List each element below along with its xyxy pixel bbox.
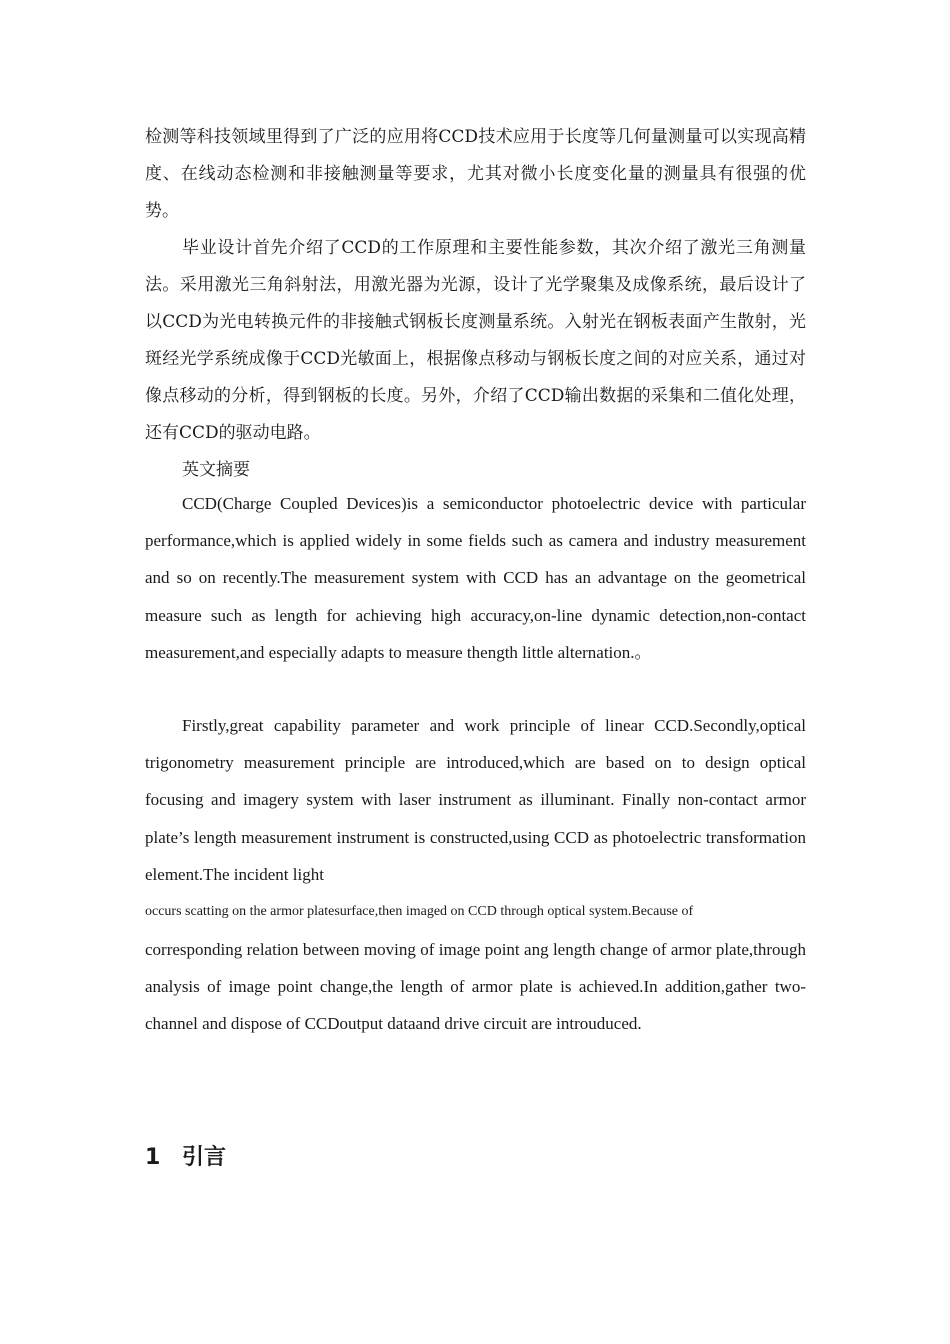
section-heading xyxy=(145,1140,226,1176)
english-abstract-label: 英文摘要 xyxy=(182,460,250,480)
paragraph-english-abstract-2: Firstly,great capability parameter and work principle of linear CCD.Secondly,optical trigonometry measurement principle are introduced,which are based on to design optical focusing and imagery system with laser instrument as illuminant. Finally non-contact armor plate’s length measurement instrument is constructed,using CCD as photoelectric transformation element.The incident light xyxy=(145,716,806,884)
paragraph-small-line: occurs scatting on the armor platesurface,then imaged on CCD through optical system.Because of xyxy=(145,904,694,919)
paragraph-english-abstract: CCD(Charge Coupled Devices)is a semiconductor photoelectric device with particular performance,which is applied widely in some fields such as camera and industry measurement and so on recently.The measurement system with CCD has an advantage on the geometrical measure such as length for achieving high accuracy,on-line dynamic detection,non-contact measurement,and especially adapts to measure thength little alternation.。 xyxy=(145,494,806,662)
paragraph-english-abstract-3: corresponding relation between moving of image point ang length change of armor plate,through analysis of image point change,the length of armor plate is achieved.In addition,gather two-channel and dispose of CCDoutput dataand drive circuit are introuduced. xyxy=(145,940,806,1034)
section-title: 引言 xyxy=(182,1145,227,1170)
paragraph-chinese-abstract: 毕业设计首先介绍了CCD的工作原理和主要性能参数，其次介绍了激光三角测量法。采用激光三角斜射法，用激光器为光源，设计了光学聚集及成像系统，最后设计了以CCD为光电转换元件的非接触式钢板长度测量系统。入射光在钢板表面产生散射，光斑经光学系统成像于CCD光敏面上，根据像点移动与钢板长度之间的对应关系，通过对像点移动的分析，得到钢板的长度。另外，介绍了CCD输出数据的采集和二值化处理，还有CCD的驱动电路。 xyxy=(145,238,806,443)
paragraph-intro-continuation: 检测等科技领域里得到了广泛的应用将CCD技术应用于长度等几何量测量可以实现高精度、在线动态检测和非接触测量等要求，尤其对微小长度变化量的测量具有很强的优势。 xyxy=(145,127,806,221)
section-number: 1 xyxy=(145,1145,161,1170)
